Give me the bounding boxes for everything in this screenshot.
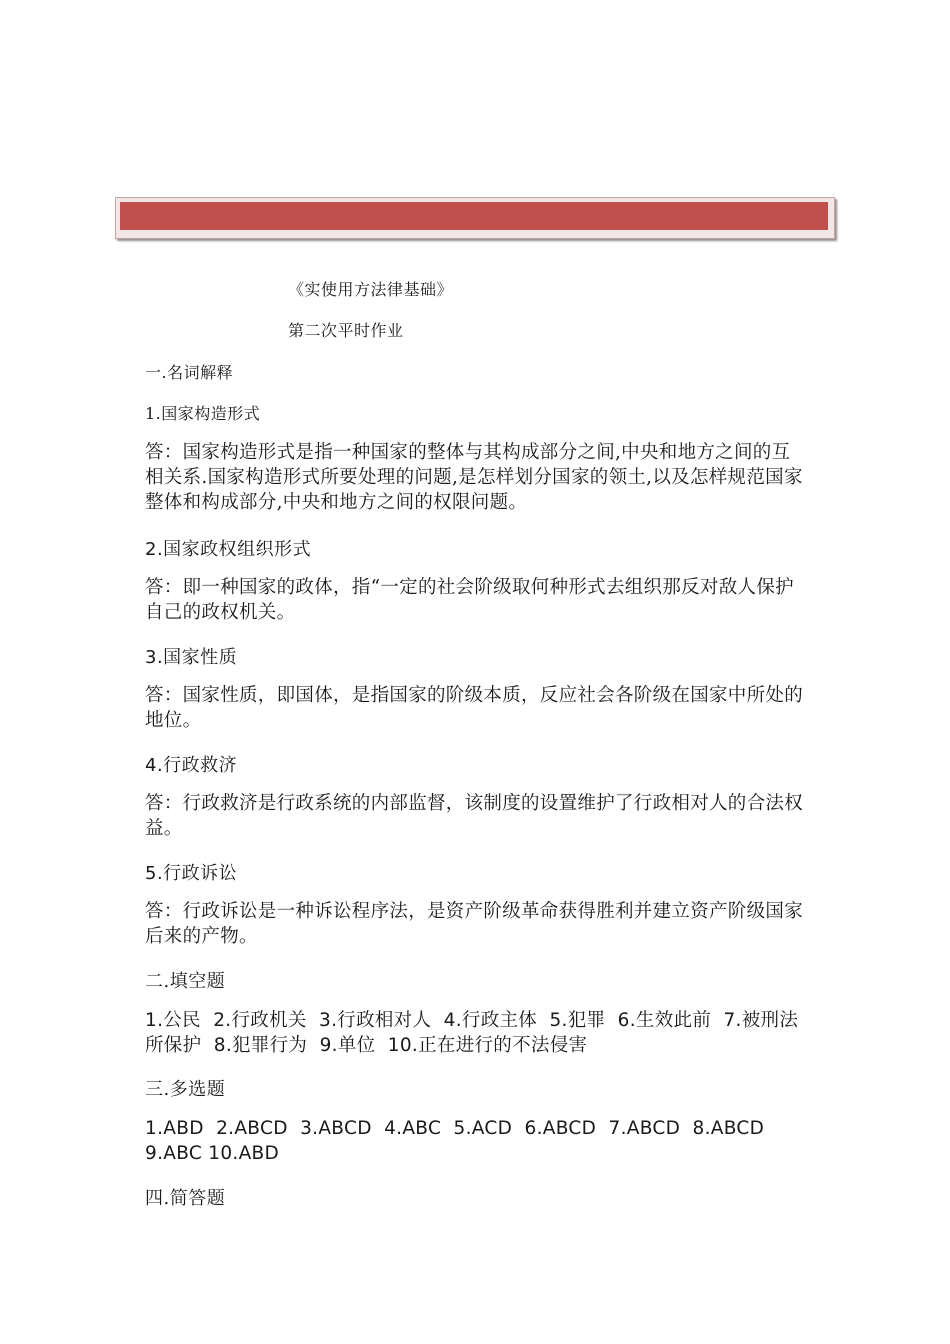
term-5: 5.行政诉讼 (145, 863, 238, 884)
term-3: 3.国家性质 (145, 647, 238, 668)
answer-5: 答：行政诉讼是一种诉讼程序法，是资产阶级革命获得胜利并建立资产阶级国家后来的产物。 (145, 901, 804, 947)
document-subtitle: 第二次平时作业 (288, 321, 404, 340)
section-heading-short-answer: 四.简答题 (145, 1188, 226, 1209)
term-2: 2.国家政权组织形式 (145, 539, 312, 560)
header-banner (115, 197, 835, 239)
section-heading-fill-in: 二.填空题 (145, 971, 226, 992)
answer-1: 答：国家构造形式是指一种国家的整体与其构成部分之间,中央和地方之间的互相关系.国家构造形式所要处理的问题,是怎样划分国家的领土,以及怎样规范国家整体和构成部分,中央和地方之间的权限问题。 (145, 442, 803, 513)
multiple-choice-answers: 1.ABD 2.ABCD 3.ABCD 4.ABC 5.ACD 6.ABCD 7.ABCD 8.ABCD 9.ABC 10.ABD (145, 1118, 777, 1164)
banner-bar (120, 202, 828, 230)
answer-4: 答：行政救济是行政系统的内部监督，该制度的设置维护了行政相对人的合法权益。 (145, 793, 804, 839)
term-1: 1.国家构造形式 (145, 404, 261, 423)
section-heading-multiple-choice: 三.多选题 (145, 1079, 226, 1100)
document-title: 《实使用方法律基础》 (288, 280, 454, 299)
term-4: 4.行政救济 (145, 755, 238, 776)
section-heading-terms: 一.名词解释 (145, 363, 234, 382)
answer-3: 答：国家性质，即国体，是指国家的阶级本质，反应社会各阶级在国家中所处的地位。 (145, 685, 804, 731)
answer-2: 答：即一种国家的政体，指“一定的社会阶级取何种形式去组织那反对敌人保护自己的政权机关。 (145, 577, 794, 623)
fill-in-answers: 1.公民 2.行政机关 3.行政相对人 4.行政主体 5.犯罪 6.生效此前 7.被刑法所保护 8.犯罪行为 9.单位 10.正在进行的不法侵害 (145, 1010, 799, 1056)
